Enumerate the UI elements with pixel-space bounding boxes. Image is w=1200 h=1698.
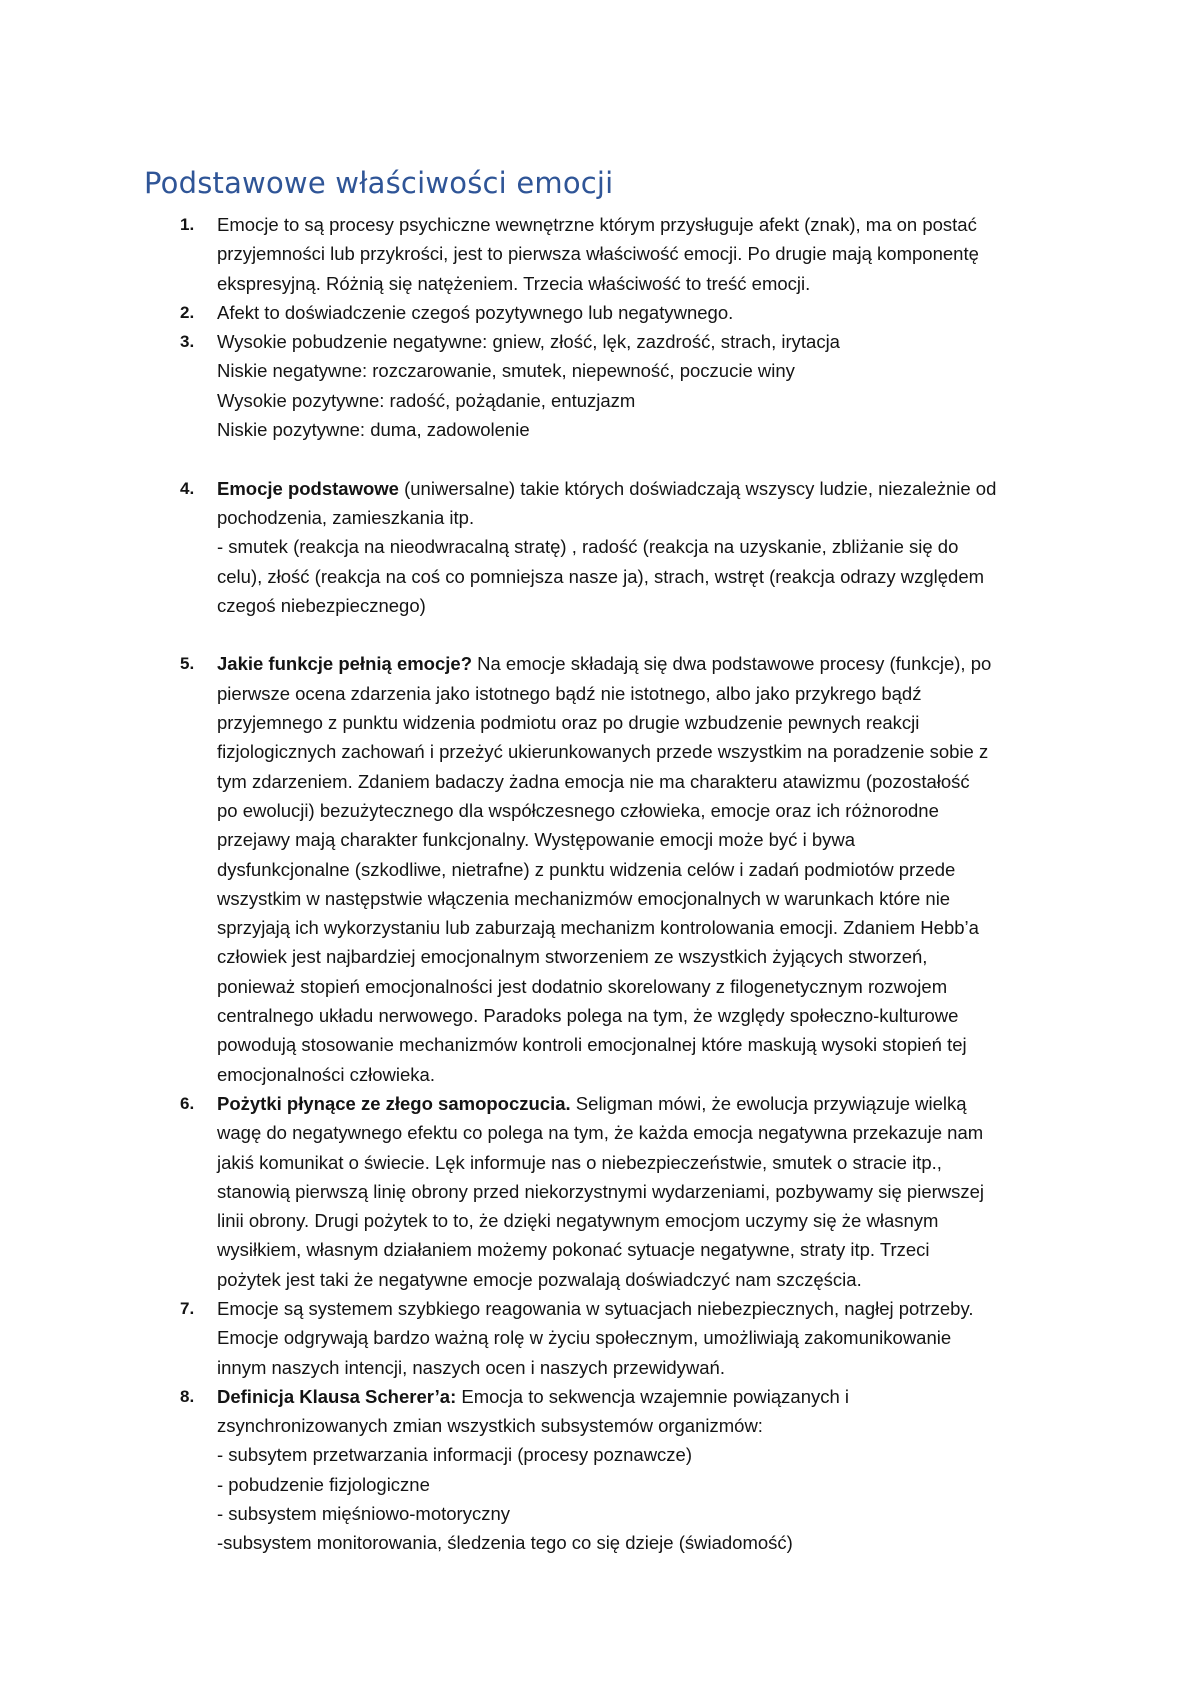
list-item xyxy=(0,1382,1067,1558)
text-run: wszystkim w następstwie włączenia mechanizmów emocjonalnych w warunkach które nie xyxy=(217,887,951,909)
list-item-line xyxy=(217,298,1067,327)
list-item-line xyxy=(217,942,1067,971)
text-run: - subsytem przetwarzania informacji (procesy poznawcze) xyxy=(217,1444,693,1466)
paragraph-gap xyxy=(0,444,1067,473)
list-item-line xyxy=(217,1060,1067,1089)
text-run: tym zdarzeniem. Zdaniem badaczy żadna emocja nie ma charakteru atawizmu (pozostałość xyxy=(217,770,970,792)
text-run: Afekt to doświadczenie czegoś pozytywnego lub negatywnego. xyxy=(217,301,734,323)
list-item-line xyxy=(217,415,1067,444)
text-run: Na emocje składają się dwa podstawowe procesy (funkcje), po xyxy=(472,653,992,675)
list-item-line xyxy=(217,1265,1067,1294)
list-item-line xyxy=(217,1470,1067,1499)
list-item xyxy=(0,1089,1067,1294)
list-item-line xyxy=(217,1148,1067,1177)
list-item-number: 1. xyxy=(180,215,195,234)
list-item-line xyxy=(217,1118,1067,1147)
text-run: powodują stosowanie mechanizmów kontroli emocjonalnej które maskują wysoki stopień tej xyxy=(217,1034,967,1056)
text-run: - subsystem mięśniowo-motoryczny xyxy=(217,1503,510,1525)
list-item-line xyxy=(217,562,1067,591)
list-item-line xyxy=(217,1411,1067,1440)
text-run: innym naszych intencji, naszych ocen i naszych przewidywań. xyxy=(217,1356,725,1378)
bold-phrase: Definicja Klausa Scherer’a: xyxy=(217,1385,457,1407)
text-run: Niskie negatywne: rozczarowanie, smutek, niepewność, poczucie winy xyxy=(217,360,795,382)
list-item-line xyxy=(217,1030,1067,1059)
text-run: pierwsze ocena zdarzenia jako istotnego bądź nie istotnego, albo jako przykrego bądź xyxy=(217,682,922,704)
text-run: Niskie pozytywne: duma, zadowolenie xyxy=(217,419,530,441)
list-item-number: 4. xyxy=(180,478,195,498)
list-item-line xyxy=(217,1499,1067,1528)
text-run: jakiś komunikat o świecie. Lęk informuje nas o niebezpieczeństwie, smutek o stracie itp., xyxy=(217,1151,942,1173)
list-item-line xyxy=(217,1001,1067,1030)
list-item xyxy=(0,298,1067,327)
list-item-line xyxy=(217,386,1067,415)
text-run: czegoś niebezpiecznego) xyxy=(217,594,426,616)
text-run: Emocja to sekwencja wzajemnie powiązanych i xyxy=(456,1385,850,1407)
list-item-line xyxy=(217,1353,1067,1382)
list-item-number: 5. xyxy=(180,654,195,674)
bold-phrase: Pożytki płynące ze złego samopoczucia. xyxy=(217,1092,571,1114)
list-item-line xyxy=(217,796,1067,825)
text-run: fizjologicznych zachowań i przeżyć ukierunkowanych przede wszystkim na poradzenie sobie z xyxy=(217,741,989,763)
list-item-number: 7. xyxy=(180,1298,195,1318)
text-run: Emocje to są procesy psychiczne wewnętrzne którym przysługuje afekt (znak), ma on postać xyxy=(217,214,977,235)
document-title: Podstawowe właściwości emocji xyxy=(144,166,614,200)
list-item-line xyxy=(217,356,1067,385)
bold-phrase: Emocje podstawowe xyxy=(217,477,399,499)
text-run: celu), złość (reakcja na coś co pomniejsza nasze ja), strach, wstręt (reakcja odrazy względem xyxy=(217,565,985,587)
list-item-line xyxy=(217,649,1067,678)
list-item-number: 2. xyxy=(180,302,195,322)
text-run: emocjonalności człowieka. xyxy=(217,1063,435,1085)
text-run: Wysokie pobudzenie negatywne: gniew, złość, lęk, zazdrość, strach, irytacja xyxy=(217,331,840,353)
list-item xyxy=(0,1294,1067,1382)
list-item-number: 8. xyxy=(180,1386,195,1406)
list-item xyxy=(0,649,1067,1088)
text-run: dysfunkcjonalne (szkodliwe, nietrafne) z punktu widzenia celów i zadań podmiotów przede xyxy=(217,858,956,880)
list-item-line xyxy=(217,1440,1067,1469)
paragraph-gap xyxy=(0,620,1067,649)
list-item-line xyxy=(217,825,1067,854)
text-run: centralnego układu nerwowego. Paradoks polega na tym, że względy społeczno-kulturowe xyxy=(217,1005,959,1027)
list-item xyxy=(0,327,1067,444)
list-item-line xyxy=(217,591,1067,620)
list-item-line xyxy=(217,1206,1067,1235)
text-run: ponieważ stopień emocjonalności jest dodatnio skorelowany z filogenetycznym rozwojem xyxy=(217,975,948,997)
list-item-line xyxy=(217,884,1067,913)
list-item-line xyxy=(217,679,1067,708)
bold-phrase: Jakie funkcje pełnią emocje? xyxy=(217,653,472,675)
text-run: (uniwersalne) takie których doświadczają wszyscy ludzie, niezależnie od xyxy=(398,477,997,499)
text-run: Emocje odgrywają bardzo ważną rolę w życiu społecznym, umożliwiają zakomunikowanie xyxy=(217,1327,952,1349)
list-item-line xyxy=(217,210,1067,239)
text-run: po ewolucji) bezużytecznego dla współczesnego człowieka, emocje oraz ich różnorodne xyxy=(217,799,939,821)
text-run: pożytek jest taki że negatywne emocje pozwalają doświadczyć nam szczęścia. xyxy=(217,1268,862,1290)
text-run: stanowią pierwszą linię obrony przed niekorzystnymi wydarzeniami, pozbywamy się pierwszej xyxy=(217,1180,985,1202)
text-run: pochodzenia, zamieszkania itp. xyxy=(217,506,475,528)
text-run: przyjemnego z punktu widzenia podmiotu oraz po drugie wzbudzenie pewnych reakcji xyxy=(217,712,920,734)
list-item-line xyxy=(217,474,1067,503)
text-run: sprzyjają ich wykorzystaniu lub zaburzają mechanizm kontrolowania emocji. Zdaniem Hebb’a xyxy=(217,917,979,939)
list-item-line xyxy=(217,855,1067,884)
list-item-line xyxy=(217,1323,1067,1352)
list-item-line xyxy=(217,737,1067,766)
text-run: - smutek (reakcja na nieodwracalną stratę) , radość (reakcja na uzyskanie, zbliżanie się do xyxy=(217,536,959,558)
list-item-line xyxy=(217,767,1067,796)
text-run: ekspresyjną. Różnią się natężeniem. Trzecia właściwość to treść emocji. xyxy=(217,272,811,294)
text-run: Wysokie pozytywne: radość, pożądanie, entuzjazm xyxy=(217,389,636,411)
list-item-line xyxy=(217,327,1067,356)
text-run: - pobudzenie fizjologiczne xyxy=(217,1473,430,1495)
text-run: wysiłkiem, własnym działaniem możemy pokonać sytuacje negatywne, straty itp. Trzeci xyxy=(217,1239,930,1261)
text-run: człowiek jest najbardziej emocjonalnym stworzeniem ze wszystkich żyjących stworzeń, xyxy=(217,946,928,968)
text-run: linii obrony. Drugi pożytek to to, że dzięki negatywnym emocjom uczymy się że własnym xyxy=(217,1210,939,1232)
text-run: przejawy mają charakter funkcjonalny. Występowanie emocji może być i bywa xyxy=(217,829,856,851)
text-run: Seligman mówi, że ewolucja przywiązuje wielką xyxy=(570,1092,967,1114)
list-item-number: 3. xyxy=(180,332,195,352)
list-item-line xyxy=(217,532,1067,561)
list-item-line xyxy=(217,913,1067,942)
list-item-line xyxy=(217,972,1067,1001)
list-item-line xyxy=(217,1177,1067,1206)
list-item xyxy=(0,210,1067,298)
list-item-line xyxy=(217,1089,1067,1118)
list-item-line xyxy=(217,708,1067,737)
list-item-line xyxy=(217,1235,1067,1264)
list-item-line xyxy=(217,269,1067,298)
list-item-number: 6. xyxy=(180,1093,195,1113)
text-run: wagę do negatywnego efektu co polega na tym, że każda emocja negatywna przekazuje nam xyxy=(217,1122,984,1144)
text-run: przyjemności lub przykrości, jest to pierwsza właściwość emocji. Po drugie mają komponentę xyxy=(217,243,979,265)
text-run: -subsystem monitorowania, śledzenia tego co się dzieje (świadomość) xyxy=(217,1532,793,1554)
numbered-list xyxy=(0,210,1200,1558)
text-run: Emocje są systemem szybkiego reagowania w sytuacjach niebezpiecznych, nagłej potrzeby. xyxy=(217,1297,974,1319)
text-run: zsynchronizowanych zmian wszystkich subsystemów organizmów: xyxy=(217,1415,763,1437)
list-item-line xyxy=(217,1382,1067,1411)
list-item-line xyxy=(217,503,1067,532)
list-item-line xyxy=(217,1528,1067,1557)
list-item-line xyxy=(217,1294,1067,1323)
list-item xyxy=(0,474,1067,620)
list-item-line xyxy=(217,239,1067,268)
